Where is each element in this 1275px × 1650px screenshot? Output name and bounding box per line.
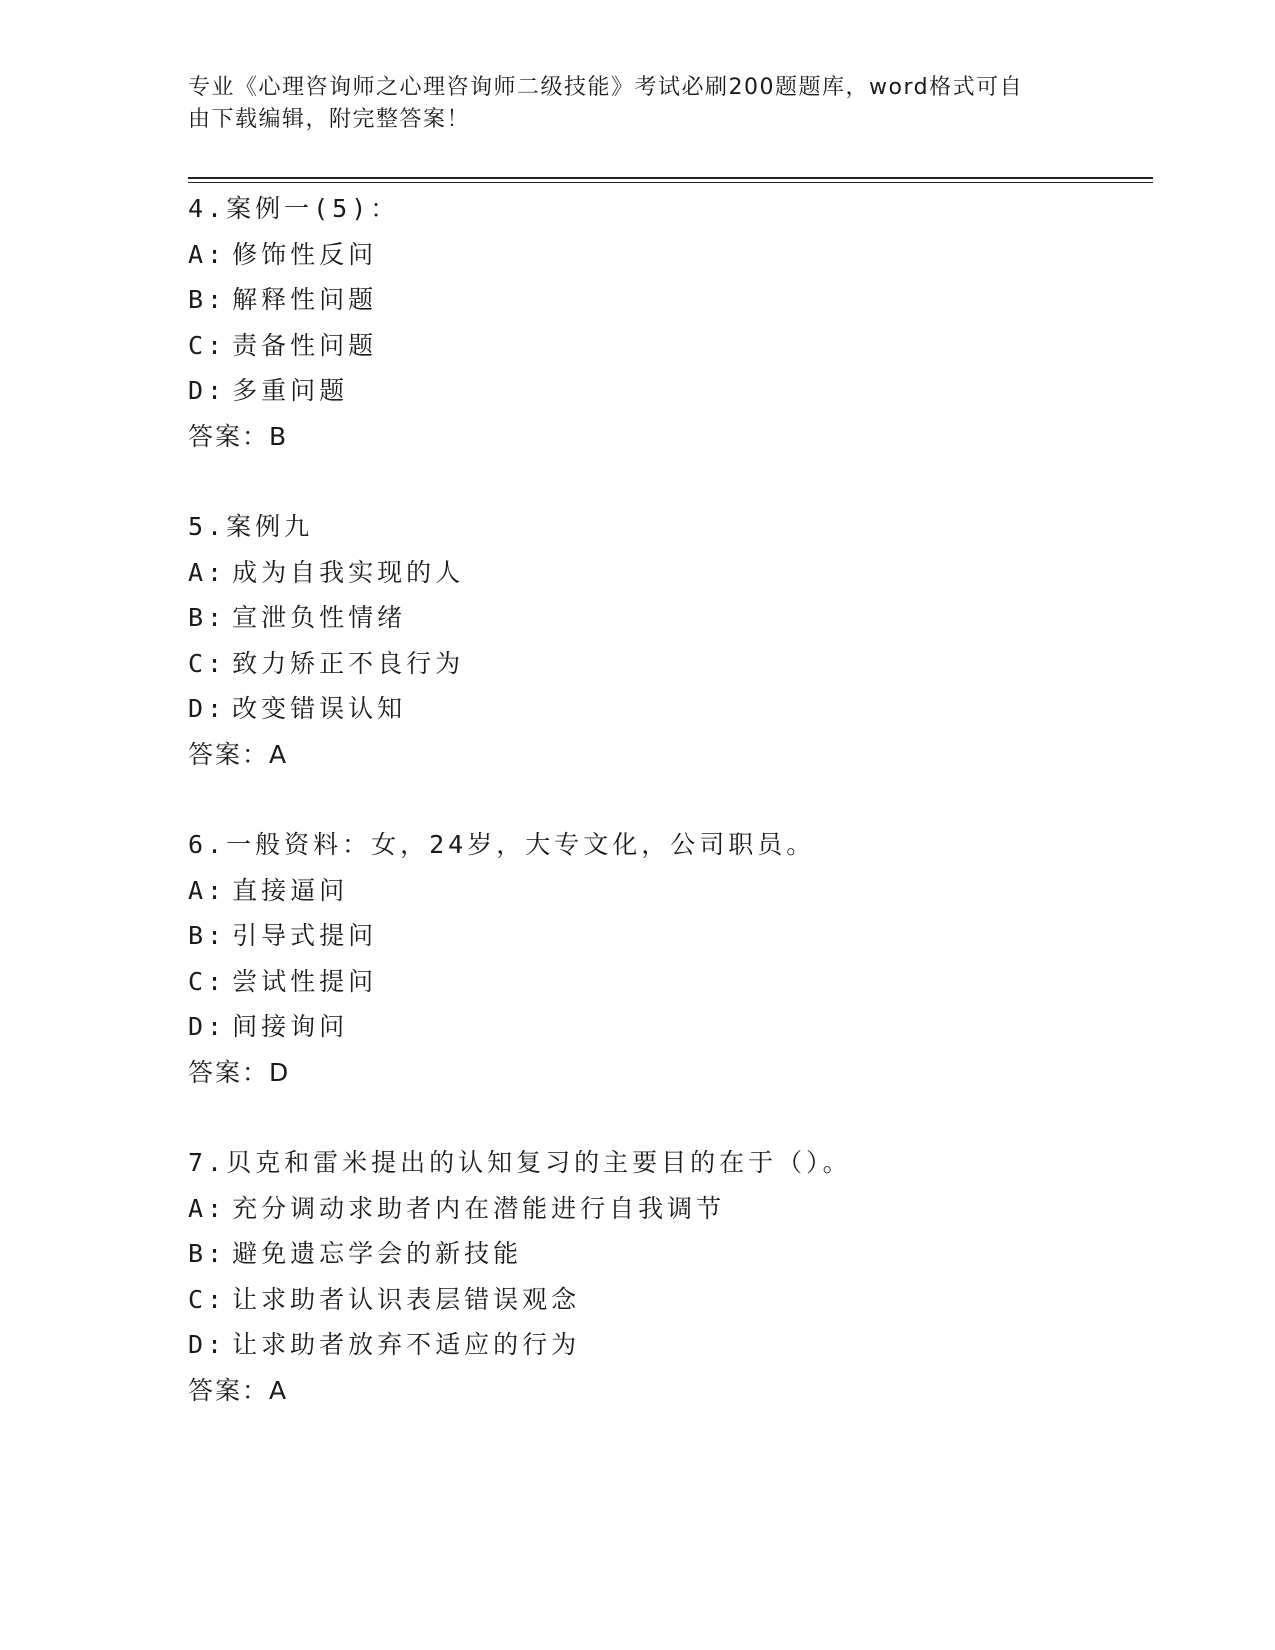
question-item [188,822,1148,1095]
question-stem: 7.贝克和雷米提出的认知复习的主要目的在于（）。 [188,1148,852,1177]
option-c [188,959,1148,1005]
option-text: 修饰性反问 [232,239,378,269]
answer-line: 答案：D [188,1057,291,1087]
option-d [188,1004,1148,1050]
answer-line: 答案：B [188,421,289,451]
option-letter: D: [188,1330,227,1359]
option-letter: A: [188,239,227,269]
document-header [188,72,1068,136]
option-text: 尝试性提问 [232,966,378,996]
answer-line: 答案：A [188,1375,289,1405]
question-item [188,504,1148,777]
question-stem: 4.案例一(5)： [188,194,400,223]
option-letter: B: [188,603,227,632]
option-text: 让求助者放弃不适应的行为 [232,1330,581,1359]
option-a [188,1186,1148,1232]
option-text: 改变错误认知 [232,694,407,723]
question-item [188,186,1148,459]
option-b [188,1231,1148,1277]
option-letter: A: [188,557,227,587]
option-text: 责备性问题 [232,330,378,360]
option-text: 解释性问题 [232,285,378,314]
option-text: 多重问题 [232,376,349,405]
option-text: 成为自我实现的人 [232,557,465,587]
option-d [188,686,1148,732]
option-a [188,232,1148,278]
header-line-2: 由下载编辑，附完整答案！ [188,107,471,132]
option-letter: A: [188,1193,227,1223]
option-text: 致力矫正不良行为 [232,648,465,678]
option-letter: C: [188,1284,227,1314]
option-text: 让求助者认识表层错误观念 [232,1284,581,1314]
header-divider-thin [188,182,1153,183]
option-letter: B: [188,921,227,950]
header-line-1: 专业《心理咨询师之心理咨询师二级技能》考试必刷200题题库，word格式可自 [188,75,1024,100]
option-b [188,913,1148,959]
answer-line: 答案：A [188,739,289,769]
question-list [188,186,1148,1458]
question-item [188,1140,1148,1413]
option-letter: B: [188,285,227,314]
question-stem: 5.案例九 [188,512,314,541]
option-letter: D: [188,376,227,405]
option-c [188,641,1148,687]
option-letter: C: [188,648,227,678]
question-stem: 6.一般资料：女，24岁，大专文化，公司职员。 [188,830,816,859]
option-letter: B: [188,1239,227,1268]
option-b [188,595,1148,641]
option-text: 间接询问 [232,1012,349,1041]
option-letter: C: [188,966,227,996]
option-text: 避免遗忘学会的新技能 [232,1239,523,1268]
option-c [188,323,1148,369]
header-divider-thick [188,177,1153,179]
option-a [188,550,1148,596]
option-letter: C: [188,330,227,360]
option-text: 引导式提问 [232,921,378,950]
option-text: 直接逼问 [232,875,349,905]
option-d [188,1322,1148,1368]
option-a [188,868,1148,914]
option-letter: D: [188,694,227,723]
option-letter: A: [188,875,227,905]
option-b [188,277,1148,323]
option-text: 宣泄负性情绪 [232,603,407,632]
option-letter: D: [188,1012,227,1041]
option-text: 充分调动求助者内在潜能进行自我调节 [232,1193,726,1223]
option-c [188,1277,1148,1323]
option-d [188,368,1148,414]
